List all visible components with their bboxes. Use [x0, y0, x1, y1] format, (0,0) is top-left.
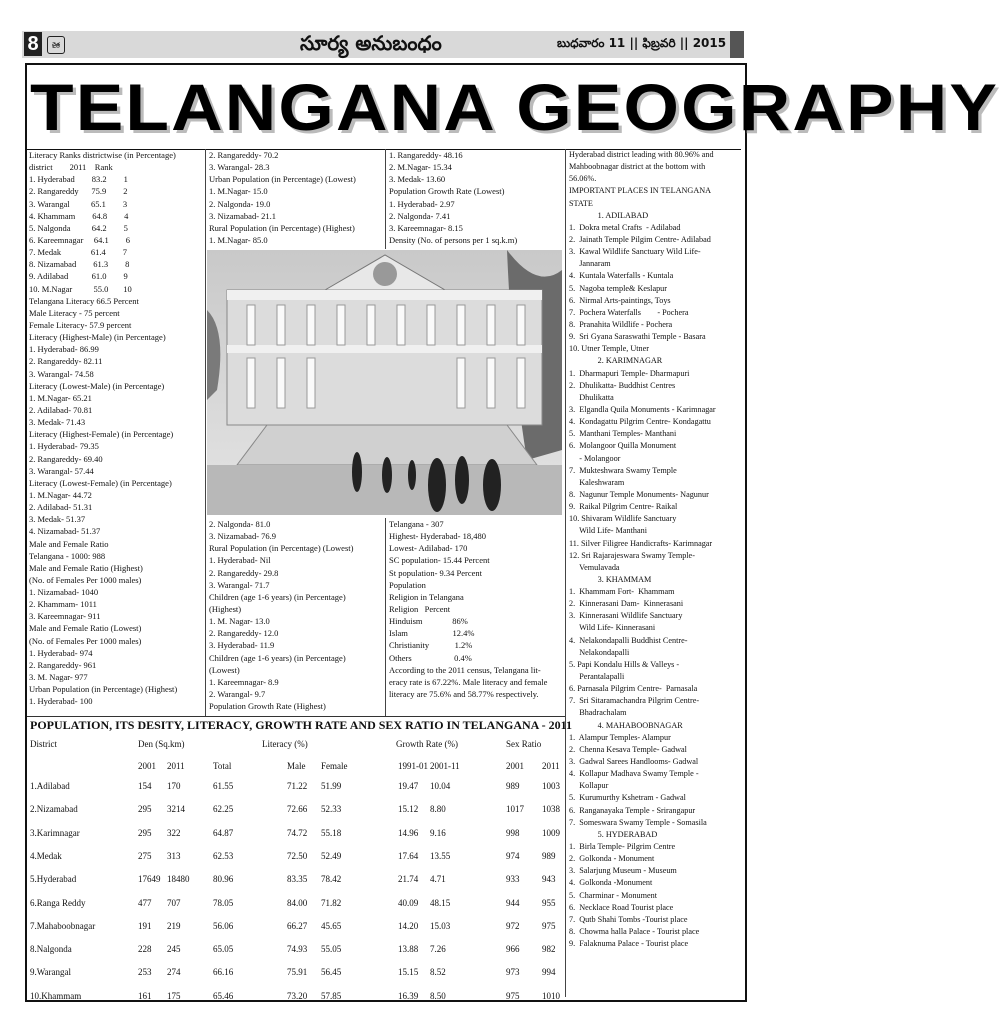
- table-cell: 989: [506, 781, 520, 791]
- dateline: బుధవారం 11 || ఫిబ్రవరి || 2015: [557, 36, 727, 50]
- table-district-cell: 8.Nalgonda: [30, 944, 72, 955]
- table-cell: 62.25: [213, 804, 234, 815]
- text-line: 2. Chenna Kesava Temple- Gadwal: [569, 744, 687, 754]
- table-cell: 322: [167, 827, 181, 838]
- text-line: 2. M.Nagar- 15.34: [389, 162, 452, 173]
- text-line: 2. Kinnerasani Dam- Kinnerasani: [569, 599, 684, 609]
- text-line: 2. Rangareddy- 29.8: [209, 567, 279, 578]
- table-cell: 40.09: [398, 897, 419, 908]
- text-line: 9. Falaknuma Palace - Tourist place: [569, 939, 689, 949]
- text-line: 2. Rangareddy- 69.40: [29, 453, 103, 464]
- table-cell: 944: [506, 897, 520, 908]
- text-line: 10. M.Nagar 55.0 10: [29, 283, 132, 294]
- table-cell: 78.42: [321, 874, 342, 885]
- text-line: Wild Life- Kinnerasani: [569, 623, 656, 633]
- table-cell: 17.64: [398, 850, 419, 861]
- table-cell: 15.15: [398, 967, 419, 978]
- text-line: 8. Nagunur Temple Monuments- Nagunur: [569, 489, 709, 499]
- text-line: 3. Gadwal Sarees Handlooms- Gadwal: [569, 757, 699, 767]
- table-cell: 228: [138, 944, 152, 955]
- text-line: 6. Molangoor Quilla Monument: [569, 441, 677, 451]
- table-cell: 1038: [542, 804, 560, 815]
- table-cell: 14.96: [398, 827, 419, 838]
- text-line: Population Growth Rate (Highest): [209, 701, 326, 712]
- text-line: Kollapur: [569, 781, 609, 791]
- text-line: 9. Adilabad 61.0 9: [29, 271, 128, 282]
- table-cell: 52.49: [321, 850, 342, 861]
- census-table: [30, 735, 564, 1001]
- table-cell: 219: [167, 920, 181, 931]
- text-line: 8. Pranahita Wildlife - Pochera: [569, 319, 673, 329]
- text-line: 3. Nizamabad- 76.9: [209, 531, 277, 542]
- text-line: 56.06%.: [569, 174, 597, 184]
- text-line: 5. Kurumurthy Kshetram - Gadwal: [569, 793, 686, 803]
- text-line: 1. Kareemnagar- 8.9: [209, 676, 279, 687]
- table-group-header: District: [30, 739, 57, 749]
- text-line: 1. Alampur Temples- Alampur: [569, 732, 671, 742]
- text-line: 2. Nalgonda- 81.0: [209, 519, 271, 529]
- text-line: 2. Dhulikatta- Buddhist Centres: [569, 380, 676, 390]
- column-divider: [205, 149, 206, 717]
- table-cell: 52.33: [321, 804, 342, 815]
- column-1: [29, 149, 205, 719]
- text-line: 4. Nizamabad- 51.37: [29, 526, 101, 537]
- text-line: 7. Qutb Shahi Tombs -Tourist place: [569, 914, 688, 924]
- text-line: 1. Hyderabad- 2.97: [389, 198, 455, 209]
- text-line: 3. Kareemnagar- 911: [29, 611, 101, 622]
- table-cell: 51.99: [321, 781, 342, 791]
- table-cell: 55.05: [321, 944, 342, 955]
- text-line: 1. Hyderabad- 974: [29, 647, 93, 658]
- text-line: 2. Rangareddy- 70.2: [209, 150, 279, 160]
- table-cell: 18480: [167, 874, 190, 885]
- table-cell: 75.91: [287, 967, 308, 978]
- table-cell: 64.87: [213, 827, 234, 838]
- table-cell: 1003: [542, 781, 560, 791]
- text-line: 3. Warangal- 28.3: [209, 162, 270, 173]
- text-line: 4. Kollapur Madhava Swamy Temple -: [569, 769, 699, 779]
- text-line: 2. Rangareddy- 12.0: [209, 628, 279, 639]
- text-line: 1. Birla Temple- Pilgrim Centre: [569, 842, 676, 852]
- table-title: POPULATION, ITS DESITY, LITERACY, GROWTH RATE AND SEX RATIO IN TELANGANA - 2011: [30, 718, 573, 732]
- section-icon: చైత్ర: [47, 36, 65, 54]
- text-line: 4. Khammam 64.8 4: [29, 210, 129, 221]
- text-line: 8. Chowma halla Palace - Tourist place: [569, 927, 700, 936]
- table-cell: 56.45: [321, 967, 342, 978]
- table-district-cell: 5.Hyderabad: [30, 874, 77, 885]
- text-line: 2. Jainath Temple Pilgim Centre- Adilabad: [569, 234, 711, 244]
- text-line: Urban Population (in Percentage) (Highest): [29, 684, 178, 695]
- text-line: 5. HYDERABAD: [569, 829, 658, 839]
- table-group-header: Den (Sq.km): [138, 739, 185, 749]
- table-cell: 10.04: [430, 781, 451, 791]
- text-line: 2. Adilabad- 70.81: [29, 404, 93, 415]
- table-subheader: 2001: [138, 761, 156, 771]
- text-line: St population- 9.34 Percent: [389, 567, 483, 578]
- table-cell: 9.16: [430, 827, 446, 838]
- table-cell: 80.96: [213, 874, 234, 885]
- text-line: 1. M.Nagar- 44.72: [29, 489, 92, 500]
- table-cell: 15.03: [430, 920, 451, 931]
- text-line: According to the 2011 census, Telangana lit-: [389, 664, 541, 675]
- text-line: Male and Female Ratio: [29, 538, 109, 549]
- text-line: 12. Sri Rajarajeswara Swamy Temple-: [569, 550, 695, 560]
- text-line: Highest- Hyderabad- 18,480: [389, 531, 487, 542]
- table-group-header: Growth Rate (%): [396, 739, 458, 749]
- text-line: district 2011 Rank: [29, 162, 113, 173]
- table-cell: 84.00: [287, 897, 308, 908]
- table-cell: 154: [138, 781, 152, 791]
- table-cell: 57.85: [321, 990, 342, 1001]
- text-line: Rural Population (in Percentage) (Lowest): [209, 543, 354, 554]
- text-line: 7. Sri Sitaramachandra Pilgrim Centre-: [569, 696, 700, 706]
- table-cell: 275: [138, 850, 152, 861]
- table-cell: 3214: [167, 804, 185, 815]
- table-cell: 71.22: [287, 781, 308, 791]
- table-cell: 253: [138, 967, 152, 978]
- table-cell: 975: [506, 990, 520, 1001]
- palace-illustration: [207, 250, 562, 515]
- text-line: Vemulavada: [569, 562, 620, 572]
- text-line: 2. Rangareddy- 961: [29, 659, 97, 670]
- text-line: Christianity 1.2%: [389, 640, 473, 651]
- text-line: 3. Hyderabad- 11.9: [209, 640, 275, 651]
- text-line: 9. Raikal Pilgrim Centre- Raikal: [569, 502, 678, 512]
- text-line: Literacy (Lowest-Female) (in Percentage): [29, 477, 172, 488]
- table-district-cell: 10.Khammam: [30, 990, 82, 1001]
- text-line: 7. Mukteshwara Swamy Temple: [569, 465, 677, 475]
- table-cell: 994: [542, 967, 556, 978]
- text-line: - Molangoor: [569, 453, 621, 463]
- text-line: Religion in Telangana: [389, 591, 464, 602]
- column-2-bottom: [209, 518, 385, 718]
- table-cell: 55.18: [321, 827, 342, 838]
- text-line: Wild Life- Manthani: [569, 526, 647, 536]
- table-district-cell: 3.Karimnagar: [30, 827, 80, 838]
- table-subheader: Female: [321, 761, 348, 771]
- text-line: 6. Ranganayaka Temple - Srirangapur: [569, 805, 696, 815]
- text-line: 4. Kondagattu Pilgrim Centre- Kondagattu: [569, 417, 711, 427]
- table-cell: 13.55: [430, 850, 451, 861]
- palace-photo: [207, 250, 562, 515]
- text-line: 3. Medak- 51.37: [29, 514, 86, 525]
- text-line: 3. Warangal- 57.44: [29, 465, 94, 476]
- text-line: 2. Adilabad- 51.31: [29, 502, 93, 513]
- text-line: (Lowest): [209, 664, 240, 675]
- text-line: 1. M. Nagar- 13.0: [209, 616, 270, 627]
- table-group-header: Literacy (%): [262, 739, 308, 749]
- text-line: 5. Papi Kondalu Hills & Valleys -: [569, 659, 680, 669]
- text-line: Female Literacy- 57.9 percent: [29, 319, 132, 330]
- text-line: Population Growth Rate (Lowest): [389, 186, 505, 197]
- text-line: Hyderabad district leading with 80.96% and: [569, 150, 714, 159]
- text-line: 1. Hyderabad- 86.99: [29, 344, 99, 355]
- table-cell: 966: [506, 944, 520, 955]
- table-cell: 974: [506, 850, 520, 861]
- text-line: 6. Necklace Road Tourist place: [569, 902, 674, 912]
- page-number: 8: [24, 32, 42, 56]
- text-line: 2. Warangal- 9.7: [209, 688, 266, 699]
- table-cell: 66.16: [213, 967, 234, 978]
- table-subheader: 2011: [167, 761, 185, 771]
- table-cell: 7.26: [430, 944, 446, 955]
- table-district-cell: 4.Medak: [30, 850, 62, 861]
- table-subheader: Male: [287, 761, 306, 771]
- table-cell: 4.71: [430, 874, 446, 885]
- table-cell: 71.82: [321, 897, 342, 908]
- text-line: Literacy (Highest-Male) (in Percentage): [29, 332, 166, 343]
- table-cell: 14.20: [398, 920, 419, 931]
- table-cell: 16.39: [398, 990, 419, 1001]
- table-cell: 295: [138, 804, 152, 815]
- table-cell: 72.50: [287, 850, 308, 861]
- column-divider: [565, 149, 566, 997]
- text-line: 6. Kareemnagar 64.1 6: [29, 234, 131, 245]
- table-cell: 17649: [138, 874, 161, 885]
- table-subheader: Total: [213, 761, 232, 771]
- column-4-places: [569, 149, 741, 997]
- text-line: 7. Pochera Waterfalls - Pochera: [569, 307, 689, 317]
- table-cell: 15.12: [398, 804, 419, 815]
- text-line: 3. Warangal- 74.58: [29, 368, 94, 379]
- table-cell: 8.52: [430, 967, 446, 978]
- text-line: 3. M. Nagar- 977: [29, 672, 88, 683]
- text-line: 5. Charminar - Monument: [569, 890, 657, 900]
- text-line: Rural Population (in Percentage) (Highest): [209, 222, 355, 233]
- table-cell: 998: [506, 827, 520, 838]
- table-cell: 477: [138, 897, 152, 908]
- text-line: 1. Khammam Fort- Khammam: [569, 587, 675, 597]
- text-line: 6. Parnasala Pilgrim Centre- Parnasala: [569, 684, 698, 694]
- table-cell: 161: [138, 990, 152, 1001]
- text-line: 1. Hyderabad 83.2 1: [29, 174, 128, 185]
- text-line: (Highest): [209, 603, 242, 614]
- text-line: 4. Nelakondapalli Buddhist Centre-: [569, 635, 688, 645]
- table-cell: 78.05: [213, 897, 234, 908]
- table-subheader: 2001: [506, 761, 524, 771]
- text-line: 1. M.Nagar- 85.0: [209, 234, 268, 245]
- text-line: (No. of Females Per 1000 males): [29, 574, 142, 585]
- table-district-cell: 2.Nizamabad: [30, 804, 78, 815]
- text-line: 1. Rangareddy- 48.16: [389, 150, 463, 160]
- text-line: 2. Nalgonda- 7.41: [389, 210, 451, 221]
- table-group-header: Sex Ratio: [506, 739, 542, 749]
- text-line: 9. Sri Gyana Saraswathi Temple - Basara: [569, 332, 706, 342]
- text-line: 8. Nizamabad 61.3 8: [29, 259, 130, 270]
- text-line: Children (age 1-6 years) (in Percentage): [209, 652, 346, 663]
- text-line: Urban Population (in Percentage) (Lowest): [209, 174, 356, 185]
- text-line: 10. Utner Temple, Utner: [569, 344, 649, 354]
- text-line: 1. Hyderabad- Nil: [209, 555, 271, 566]
- text-line: 3. Warangal- 71.7: [209, 579, 270, 590]
- text-line: Kaleshwaram: [569, 477, 625, 487]
- text-line: Male and Female Ratio (Highest): [29, 562, 143, 573]
- table-district-cell: 6.Ranga Reddy: [30, 897, 86, 908]
- table-cell: 72.66: [287, 804, 308, 815]
- text-line: Telangana Literacy 66.5 Percent: [29, 295, 139, 306]
- text-line: Bhadrachalam: [569, 708, 627, 718]
- table-cell: 56.06: [213, 920, 234, 931]
- table-cell: 170: [167, 781, 181, 791]
- text-line: 2. Rangareddy- 82.11: [29, 356, 103, 367]
- text-line: 3. Medak- 71.43: [29, 417, 86, 428]
- table-cell: 65.46: [213, 990, 234, 1001]
- text-line: 11. Silver Filigree Handicrafts- Karimnagar: [569, 538, 713, 548]
- text-line: Lowest- Adilabad- 170: [389, 543, 468, 554]
- text-line: Literacy Ranks districtwise (in Percentage): [29, 150, 176, 160]
- table-cell: 48.15: [430, 897, 451, 908]
- table-cell: 74.72: [287, 827, 308, 838]
- text-line: Male Literacy - 75 percent: [29, 307, 120, 318]
- text-line: 2. KARIMNAGAR: [569, 356, 663, 366]
- text-line: Jannaram: [569, 259, 611, 269]
- table-subheader: 1991-01: [398, 761, 428, 771]
- table-cell: 74.93: [287, 944, 308, 955]
- text-line: 1. Dokra metal Crafts - Adilabad: [569, 222, 681, 232]
- text-line: Children (age 1-6 years) (in Percentage): [209, 591, 346, 602]
- text-line: 7. Someswara Swamy Temple - Somasila: [569, 817, 707, 827]
- table-cell: 1010: [542, 990, 560, 1001]
- text-line: 1. M.Nagar- 65.21: [29, 392, 92, 403]
- text-line: 3. KHAMMAM: [569, 574, 652, 584]
- text-line: 3. Salarjung Museum - Museum: [569, 866, 677, 876]
- text-line: Nelakondapalli: [569, 647, 630, 657]
- table-cell: 943: [542, 874, 556, 885]
- text-line: 1. Hyderabad- 100: [29, 696, 93, 707]
- page-title: TELANGANA GEOGRAPHY: [30, 70, 999, 144]
- text-line: Perantalapalli: [569, 672, 625, 682]
- text-line: Religion Percent: [389, 603, 451, 614]
- table-cell: 62.53: [213, 850, 234, 861]
- table-cell: 175: [167, 990, 181, 1001]
- table-district-cell: 7.Mahaboobnagar: [30, 920, 96, 931]
- table-cell: 975: [542, 920, 556, 931]
- table-cell: 1009: [542, 827, 560, 838]
- table-cell: 83.35: [287, 874, 308, 885]
- text-line: 3. Nizamabad- 21.1: [209, 210, 277, 221]
- text-line: 10. Shivaram Wildlife Sanctuary: [569, 514, 677, 524]
- text-line: 5. Nalgonda 64.2 5: [29, 222, 128, 233]
- table-cell: 933: [506, 874, 520, 885]
- text-line: 7. Medak 61.4 7: [29, 247, 127, 258]
- text-line: 3. Kinnerasani Wildlife Sanctuary: [569, 611, 683, 621]
- text-line: Literacy (Lowest-Male) (in Percentage): [29, 380, 165, 391]
- text-line: STATE: [569, 198, 593, 208]
- header-edge-block: [730, 31, 744, 58]
- text-line: 3. Kawal Wildlife Sanctuary Wild Life-: [569, 247, 701, 257]
- table-subheader: 2011: [542, 761, 560, 771]
- text-line: Density (No. of persons per 1 sq.k.m): [389, 234, 518, 245]
- table-cell: 13.88: [398, 944, 419, 955]
- text-line: 2. Rangareddy 75.9 2: [29, 186, 128, 197]
- text-line: 3. Medak- 13.60: [389, 174, 446, 185]
- text-line: Islam 12.4%: [389, 628, 475, 639]
- text-line: Telangana - 1000: 988: [29, 550, 106, 561]
- text-line: Male and Female Ratio (Lowest): [29, 623, 142, 634]
- table-cell: 973: [506, 967, 520, 978]
- column-3-top: [389, 149, 563, 249]
- table-subheader: 2001-11: [430, 761, 460, 771]
- text-line: 2. Nalgonda- 19.0: [209, 198, 271, 209]
- table-cell: 19.47: [398, 781, 419, 791]
- table-cell: 191: [138, 920, 152, 931]
- table-cell: 245: [167, 944, 181, 955]
- table-cell: 21.74: [398, 874, 419, 885]
- text-line: SC population- 15.44 Percent: [389, 555, 490, 566]
- text-line: 6. Nirmal Arts-paintings, Toys: [569, 295, 671, 305]
- text-line: 2. Golkonda - Monument: [569, 854, 655, 864]
- table-cell: 989: [542, 850, 556, 861]
- table-cell: 8.50: [430, 990, 446, 1001]
- text-line: Mahboobnagar district at the bottom with: [569, 162, 706, 172]
- table-cell: 313: [167, 850, 181, 861]
- text-line: Others 0.4%: [389, 652, 472, 663]
- table-cell: 8.80: [430, 804, 446, 815]
- table-cell: 66.27: [287, 920, 308, 931]
- table-cell: 1017: [506, 804, 524, 815]
- text-line: 5. Nagoba temple& Keslapur: [569, 283, 667, 293]
- table-cell: 707: [167, 897, 181, 908]
- table-cell: 61.55: [213, 781, 234, 791]
- text-line: 3. Elgandla Quila Monuments - Karimnagar: [569, 404, 716, 414]
- text-line: literacy are 75.6% and 58.77% respectively.: [389, 688, 539, 699]
- text-line: 3. Kareemnagar- 8.15: [389, 222, 463, 233]
- table-cell: 65.05: [213, 944, 234, 955]
- text-line: 1. ADILABAD: [569, 210, 649, 220]
- column-3-bottom: [389, 518, 563, 718]
- table-cell: 295: [138, 827, 152, 838]
- table-cell: 73.20: [287, 990, 308, 1001]
- text-line: 2. Khammam- 1011: [29, 599, 97, 610]
- text-line: 1. Nizamabad- 1040: [29, 587, 99, 598]
- text-line: Telangana - 307: [389, 519, 444, 529]
- table-cell: 45.65: [321, 920, 342, 931]
- text-line: 5. Manthani Temples- Manthani: [569, 429, 677, 439]
- text-line: Dhulikatta: [569, 392, 614, 402]
- table-district-cell: 1.Adilabad: [30, 781, 70, 791]
- text-line: 1. M.Nagar- 15.0: [209, 186, 268, 197]
- table-rule: [27, 716, 565, 717]
- text-line: Hinduism 86%: [389, 616, 468, 627]
- table-district-cell: 9.Warangal: [30, 967, 72, 978]
- text-line: 1. Hyderabad- 79.35: [29, 441, 99, 452]
- text-line: 3. Warangal 65.1 3: [29, 198, 128, 209]
- column-2-top: [209, 149, 385, 249]
- text-line: Literacy (Highest-Female) (in Percentage): [29, 429, 174, 440]
- masthead: సూర్య అనుబంధం: [300, 31, 442, 55]
- table-cell: 982: [542, 944, 556, 955]
- text-line: 1. Dharmapuri Temple- Dharmapuri: [569, 368, 690, 378]
- text-line: 4. Kuntala Waterfalls - Kuntala: [569, 271, 674, 281]
- text-line: (No. of Females Per 1000 males): [29, 635, 142, 646]
- table-cell: 972: [506, 920, 520, 931]
- text-line: IMPORTANT PLACES IN TELANGANA: [569, 186, 712, 196]
- text-line: 4. Golkonda -Monument: [569, 878, 653, 888]
- text-line: eracy rate is 67.22%. Male literacy and female: [389, 676, 548, 687]
- column-divider: [385, 518, 386, 716]
- table-cell: 274: [167, 967, 181, 978]
- column-divider: [385, 149, 386, 249]
- text-line: 4. MAHABOOBNAGAR: [569, 720, 683, 730]
- table-cell: 955: [542, 897, 556, 908]
- text-line: Population: [389, 579, 426, 590]
